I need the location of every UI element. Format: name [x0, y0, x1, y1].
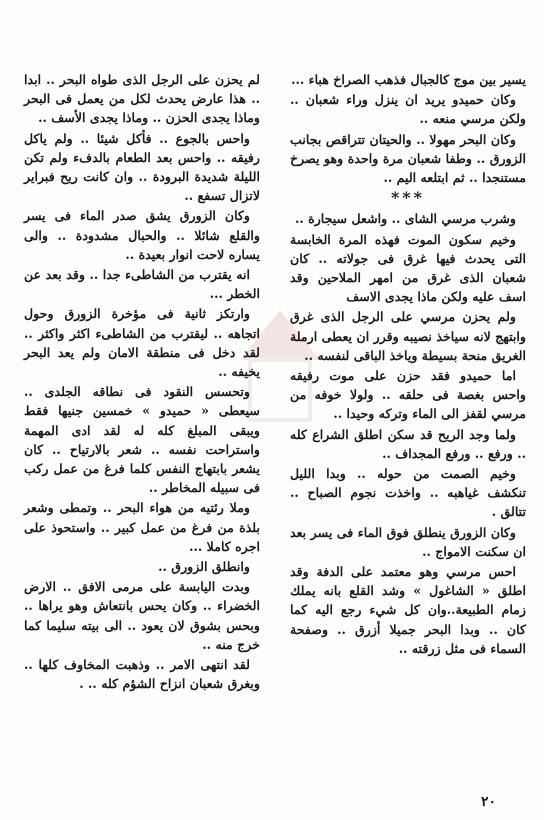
paragraph: يسير بين موج كالجبال فذهب الصراخ هباء ... — [291, 72, 526, 87]
paragraph: لقد انتهى الامر .. وذهبت المخاوف كلها .. وبغرق شعبان انزاح الشؤم كله .. . — [24, 657, 260, 692]
left-text-column — [24, 70, 260, 695]
right-text-column — [290, 70, 526, 659]
section-separator-stars: *** — [390, 188, 426, 208]
paragraph: وخيم سكون الموت فهذه المرة الخابسة التى يحدث فيها غرق فى جولاته .. كان شعبان الذى غرق من امهر الملاحين وقد اسف عليه ولكن ماذا يجدى الاسف — [290, 231, 526, 305]
paragraph: واحس بالجوع .. فأكل شيئا .. ولم ياكل رفيقه .. واحس بعد الطعام بالدفء ولم تكن الليلة شديدة البرودة .. وان كانت ريح فبراير لاتزال تسفع .. — [24, 130, 260, 204]
paragraph: وكان الزورق ينطلق فوق الماء فى يسر بعد ان سكنت الامواج .. — [290, 524, 526, 559]
paragraph: انه يقترب من الشاطىء جدا .. وقد بعد عن الخطر ... — [24, 267, 260, 302]
paragraph: وشرب مرسي الشاى .. واشعل سيجارة .. — [294, 211, 516, 227]
paragraph: وكان البحر مهولا .. والحيتان تتراقص بجانب الزورق .. وطفا شعبان مرة واحدة وهو يصرخ مستنجدا .. ثم ابتلعه اليم .. — [290, 131, 526, 186]
paragraph: وكان حميدو يريد ان ينزل وراء شعبان .. ولكن مرسي منعه .. — [290, 92, 526, 127]
paragraph: اما حميدو فقد حزن على موت رفيقه واحس بغصة فى حلقه .. ولولا خوفه من مرسي لقفز الى الماء وتركه وحيدا .. — [290, 368, 526, 422]
paragraph: وبدت اليابسة على مرمى الافق .. الارض الخضراء .. وكان يحس بانتعاش وهو يراها .. وبحس بشوق لان يعود .. الى بيته سليما كما خرج منه .. — [24, 579, 260, 652]
paragraph: لم يحزن على الرجل الذى طواه البحر .. ابدا .. هذا عارض يحدث لكل من يعمل فى البحر وماذا يجدى الحزن .. وماذا يجدى الأسف .. — [24, 72, 260, 126]
paragraph: وكان الزورق يشق صدر الماء فى يسر والقلع شائلا .. والحبال مشدودة .. والى يساره لاحت انوار بعيدة .. — [24, 208, 260, 262]
paragraph: احس مرسي وهو معتمد على الدفة وقد اطلق « الشاغول » وشد القلع بانه يملك زمام الطبيعة..وان كل شيء رجع اليه كما كان .. وبدا البحر جميلا أزرق .. وصفحة السماء فى مثل زرقته .. — [290, 564, 526, 656]
paragraph: وتحسس النقود فى نطاقه الجلدى .. سيعطى « حميدو » خمسين جنيها فقط ويبقى المبلغ كله له لقد ادى المهمة واستراحت نفسه .. شعر بالارتياح .. كان يشعر بابتهاج النفس كلما فرغ من عمل ركب فى سبيله المخاطر .. — [24, 384, 260, 496]
paragraph: ولم يحزن مرسي على الرجل الذى غرق وابتهج لانه سياخذ نصيبه وقرر ان يعطى ارملة الغريق منحة بسيطة وياخذ الباقى لنفسه .. — [290, 309, 526, 363]
paragraph: وملا رئتيه من هواء البحر .. وتمطى وشعر بلذة من فرغ من عمل كبير .. واستحوذ على اجره كاملا ... — [24, 500, 260, 554]
paragraph: وخيم الصمت من حوله .. وبدا الليل تنكشف غياهبه .. واخذت نجوم الصباح .. تتالق . — [290, 466, 526, 520]
paragraph: وارتكز ثانية فى مؤخرة الزورق وحول اتجاهه .. ليقترب من الشاطىء اكثر واكثر .. لقد دخل فى منطقة الامان ولم يعد البحر يخيفه .. — [24, 306, 260, 380]
paragraph: ولما وجد الريح قد سكن اطلق الشراع كله .. ورفع .. ورفع المجداف .. — [290, 426, 526, 461]
paragraph: وانطلق الزورق .. — [158, 559, 250, 575]
page-number: ٢٠ — [480, 794, 496, 810]
